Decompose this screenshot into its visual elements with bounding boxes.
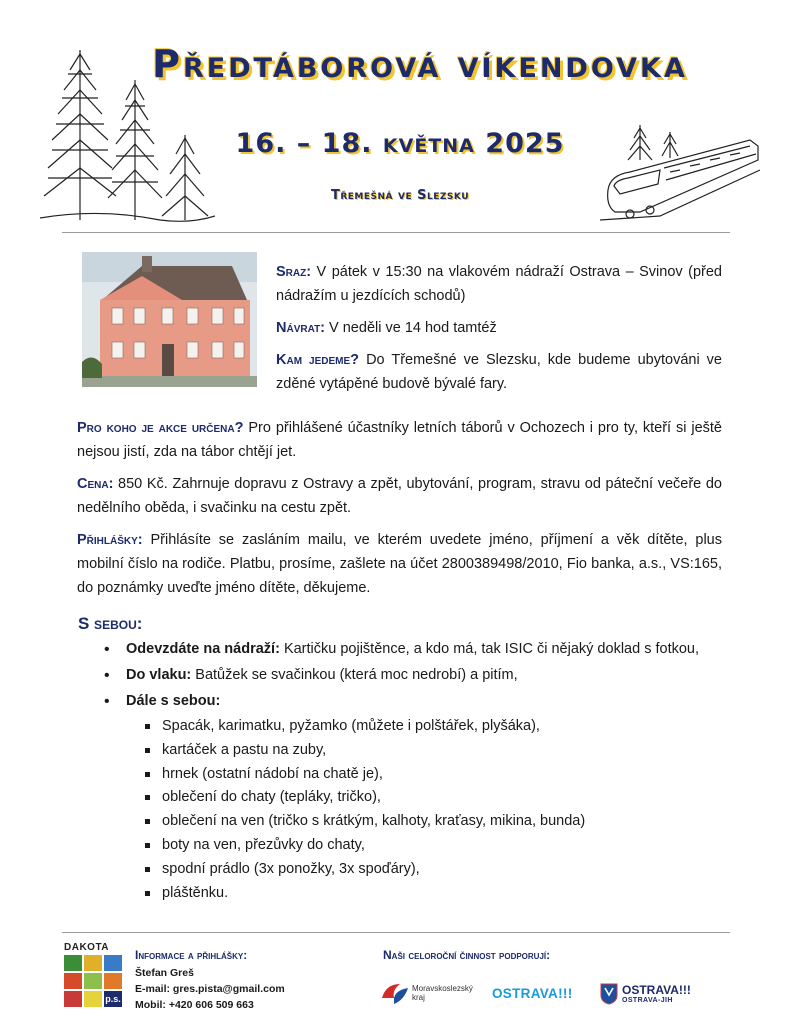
event-place: Třemešná ve Slezsku xyxy=(330,188,470,203)
packing-item-other: • Dále s sebou: Spacák, karimatku, pyžamko (můžete i polštářek, plyšáka), kartáček a pastu na zuby, hrnek (ostatní nádobí na chatě je), oblečení do chaty (tepláky, tričko), oblečení na ven (tričko s krátkým, kalhoty, kraťasy, mikina, bunda) boty na ven, přezůvky do chaty, spodní prádlo (3x ponožky, 3x spoďáry), pláštěnku. xyxy=(100,690,722,905)
packing-item-train: • Do vlaku: Batůžek se svačinkou (která moc nedrobí) a pitím, xyxy=(100,664,722,687)
return-paragraph xyxy=(276,316,722,340)
ostrava-jih-logo xyxy=(622,984,691,1004)
msk-region-logo xyxy=(412,984,473,1002)
building-photo xyxy=(82,252,257,387)
packing-list xyxy=(100,638,722,908)
meeting-point-text: V pátek v 15:30 na vlakovém nádraží Ostrava – Svinov (před nádražím u jezdících schodů) xyxy=(276,264,722,304)
dakota-logo-ps: p.s. xyxy=(104,991,122,1007)
msk-region-logo-icon xyxy=(380,980,410,1008)
ostrava-jih-logo-line2: OSTRAVA-JIH xyxy=(622,997,673,1004)
ostrava-jih-logo-line1: OSTRAVA!!! xyxy=(622,983,691,997)
train-illustration xyxy=(600,120,760,225)
header-divider xyxy=(62,232,730,233)
registration-label: Přihlášky: xyxy=(77,532,143,548)
audience-paragraph xyxy=(77,416,722,464)
footer-divider xyxy=(62,932,730,933)
price-paragraph xyxy=(77,472,722,520)
support-title: Naši celoroční činnost podporují: xyxy=(383,948,551,962)
price-label: Cena: xyxy=(77,476,114,492)
packing-subitem: hrnek (ostatní nádobí na chatě je), xyxy=(140,763,722,787)
page-title: Předtáborová víkendovka xyxy=(152,42,688,86)
dakota-logo-text: DAKOTA xyxy=(64,942,110,953)
return-label: Návrat: xyxy=(276,320,326,336)
packing-subitem: oblečení na ven (tričko s krátkým, kalhoty, kraťasy, mikina, bunda) xyxy=(140,810,722,834)
ostrava-jih-crest-icon xyxy=(600,983,618,1005)
contact-name: Štefan Greš xyxy=(135,967,194,979)
audience-text: Pro přihlášené účastníky letních táborů v Ochozech i pro ty, kteří si ještě nejsou jistí, zda na tábor chtějí jet. xyxy=(77,420,722,460)
event-dates: 16. – 18. května 2025 xyxy=(235,128,565,159)
dakota-logo xyxy=(64,942,126,1010)
contact-mobile: Mobil: +420 606 509 663 xyxy=(135,999,254,1011)
meeting-point-label: Sraz: xyxy=(276,264,312,280)
packing-heading: S sebou: xyxy=(78,614,143,633)
price-text: 850 Kč. Zahrnuje dopravu z Ostravy a zpět, ubytování, program, stravu od páteční večeře do nedělního oběda, i svačinku na cestu zpět. xyxy=(77,476,722,516)
dakota-logo-tiles xyxy=(64,955,126,1007)
packing-item-station: • Odevzdáte na nádraží: Kartičku pojištěnce, a kdo má, tak ISIC či nějaký doklad s fotkou, xyxy=(100,638,722,661)
audience-label: Pro koho je akce určena? xyxy=(77,420,244,436)
packing-subitem: kartáček a pastu na zuby, xyxy=(140,739,722,763)
contact-email: E-mail: gres.pista@gmail.com xyxy=(135,983,285,995)
return-text: V neděli ve 14 hod tamtéž xyxy=(329,320,497,336)
contact-title: Informace a přihlášky: xyxy=(135,948,248,962)
destination-label: Kam jedeme? xyxy=(276,352,360,368)
destination-text: Do Třemešné ve Slezsku, kde budeme ubytováni ve zděné vytápěné budově bývalé fary. xyxy=(276,352,722,392)
destination-paragraph xyxy=(276,348,722,396)
registration-paragraph xyxy=(77,528,722,600)
registration-text: Přihlásíte se zasláním mailu, ve kterém uvedete jméno, příjmení a věk dítěte, plus mobilní číslo na rodiče. Platbu, prosíme, zašlete na účet 2800389498/2010, Fio banka, a.s., VS:165, do poznámky uveďte jméno dítěte, děkujeme. xyxy=(77,532,723,596)
packing-subitem: Spacák, karimatku, pyžamko (můžete i polštářek, plyšáka), xyxy=(140,715,722,739)
meeting-point-paragraph xyxy=(276,260,722,308)
msk-region-logo-line2: kraj xyxy=(412,993,425,1002)
ostrava-logo: OSTRAVA!!! xyxy=(492,986,573,1001)
packing-subitem: pláštěnku. xyxy=(140,882,722,906)
msk-region-logo-line1: Moravskoslezský xyxy=(412,984,473,993)
packing-subitem: boty na ven, přezůvky do chaty, xyxy=(140,834,722,858)
packing-subitem: oblečení do chaty (tepláky, tričko), xyxy=(140,786,722,810)
packing-subitem: spodní prádlo (3x ponožky, 3x spoďáry), xyxy=(140,858,722,882)
